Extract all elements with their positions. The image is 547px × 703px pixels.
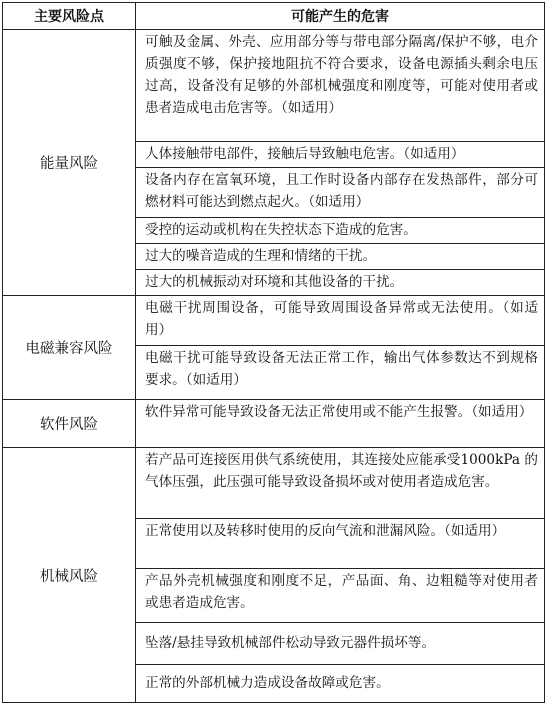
- header-row: [3, 3, 545, 30]
- hazard-cell: 电磁干扰可能导致设备无法正常工作，输出气体参数达不到规格要求。（如适用）: [136, 346, 545, 400]
- hazard-cell: 人体接触带电部件，接触后导致触电危害。（如适用）: [136, 142, 545, 168]
- category-mechanical-risk: 机械风险: [3, 448, 136, 703]
- category-emc-risk: 电磁兼容风险: [3, 296, 136, 400]
- category-software-risk: 软件风险: [3, 400, 136, 448]
- table-row: [3, 448, 545, 519]
- hazard-cell: 电磁干扰周围设备，可能导致周围设备异常或无法使用。（如适用）: [136, 296, 545, 346]
- table-row: [3, 296, 545, 346]
- category-energy-risk: 能量风险: [3, 30, 136, 296]
- hazard-cell: 受控的运动或机构在失控状态下造成的危害。: [136, 218, 545, 244]
- hazard-cell: 正常使用以及转移时使用的反向气流和泄漏风险。（如适用）: [136, 519, 545, 569]
- hazard-cell: 正常的外部机械力造成设备故障或危害。: [136, 665, 545, 703]
- hazard-cell: 设备内存在富氧环境，且工作时设备内部存在发热部件，部分可燃材料可能达到燃点起火。（如适用）: [136, 168, 545, 218]
- hazard-cell: 坠落/悬挂导致机械部件松动导致元器件损坏等。: [136, 623, 545, 665]
- hazard-cell: 可触及金属、外壳、应用部分等与带电部分隔离/保护不够，电介质强度不够，保护接地阻抗不符合要求，设备电源插头剩余电压过高，设备没有足够的外部机械强度和刚度等，可能对使用者或患者造成电击危害等。（如适用）: [136, 30, 545, 142]
- risk-table: [2, 2, 545, 703]
- hazard-cell: 产品外壳机械强度和刚度不足，产品面、角、边粗糙等对使用者或患者造成危害。: [136, 569, 545, 623]
- hazard-cell: 软件异常可能导致设备无法正常使用或不能产生报警。（如适用）: [136, 400, 545, 448]
- hazard-cell: 过大的噪音造成的生理和情绪的干扰。: [136, 244, 545, 270]
- table-row: [3, 30, 545, 142]
- hazard-cell: 过大的机械振动对环境和其他设备的干扰。: [136, 270, 545, 296]
- table-row: [3, 400, 545, 448]
- header-hazard: 可能产生的危害: [136, 3, 545, 30]
- header-category: 主要风险点: [3, 3, 136, 30]
- hazard-cell: 若产品可连接医用供气系统使用，其连接处应能承受1000kPa 的气体压强，此压强可能导致设备损坏或对使用者造成危害。: [136, 448, 545, 519]
